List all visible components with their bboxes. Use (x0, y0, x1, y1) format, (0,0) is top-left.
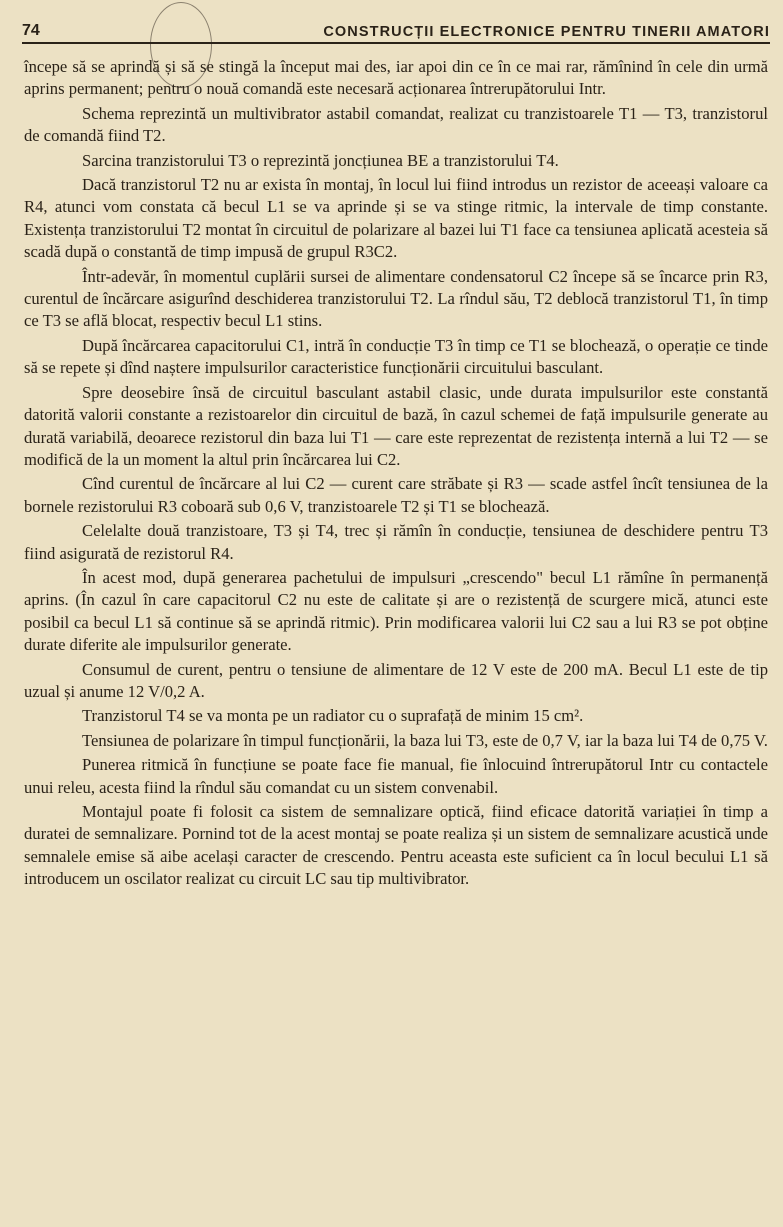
paragraph-11: Consumul de curent, pentru o tensiune de alimentare de 12 V este de 200 mA. Becul L1 este de tip uzual și anume 12 V/0,2 A. (24, 659, 768, 701)
paragraph-1: începe să se aprindă și să se stingă la început mai des, iar apoi din ce în ce mai rar, rămînind în cele din urmă aprins permanent; pentru o nouă comandă este necesară acționarea întrerupătorului Intr. (24, 57, 768, 99)
paragraph-15: Montajul poate fi folosit ca sistem de semnalizare optică, fiind eficace datorită variației în timp a duratei de semnalizare. Pornind tot de la acest montaj se poate realiza și un sistem de semnalizare acustică unde semnalele emise să aibe același caracter de crescendo. Pentru aceasta este suficient ca în locul becului L1 să introducem un oscilator realizat cu circuit LC sau tip multivibrator. (24, 802, 768, 889)
paragraph-10: În acest mod, după generarea pachetului de impulsuri „crescendo" becul L1 rămîne în permanență aprins. (În cazul în care capacitorul C2 nu este de calitate și are o rezistență de scurgere mică, atunci este posibil ca becul L1 să continue să se aprindă ritmic). Prin modificarea valorii lui C2 sau a lui R3 se pot obține durate diferite ale impulsurilor generate. (24, 567, 768, 655)
running-title: CONSTRUCȚII ELECTRONICE PENTRU TINERII AMATORI (323, 24, 770, 40)
paragraph-9: Celelalte două tranzistoare, T3 și T4, trec și rămîn în conducție, tensiunea de deschidere pentru T3 fiind asigurată de rezistorul R4. (24, 521, 768, 563)
paragraph-14: Punerea ritmică în funcțiune se poate face fie manual, fie înlocuind întrerupătorul Intr cu contactele unui releu, acesta fiind la rîndul său comandat cu un sistem convenabil. (24, 755, 768, 797)
paragraph-4: Dacă tranzistorul T2 nu ar exista în montaj, în locul lui fiind introdus un rezistor de aceeași valoare ca R4, atunci vom constata că becul L1 se va aprinde și se va stinge ritmic, la intervale de timp constante. Existența tranzistorului T2 montat în circuitul de polarizare al bazei lui T1 face ca tensiunea aplicată acesteia să scadă după o constantă de timp impusă de grupul R3C2. (24, 175, 768, 262)
paragraph-12: Tranzistorul T4 se va monta pe un radiator cu o suprafață de minim 15 cm². (82, 706, 584, 726)
paragraph-8: Cînd curentul de încărcare al lui C2 — curent care străbate și R3 — scade astfel încît tensiunea de la bornele rezistorului R3 coboară sub 0,6 V, tranzistoarele T2 și T1 se blochează. (24, 474, 768, 516)
paragraph-5: Într-adevăr, în momentul cuplării sursei de alimentare condensatorul C2 începe să se încarce prin R3, curentul de încărcare asigurînd deschiderea tranzistorului T2. La rîndul său, T2 deblocă tranzistorul T1, în timp ce T3 se află blocat, respectiv becul L1 stins. (24, 266, 768, 331)
page-number: 74 (22, 22, 40, 39)
paragraph-6: După încărcarea capacitorului C1, intră în conducție T3 în timp ce T1 se blochează, o operație ce tinde să se repete și dînd naștere impulsurilor caracteristice funcționării circuitului basculant. (24, 335, 768, 378)
paragraph-3: Sarcina tranzistorului T3 o reprezintă joncțiunea BE a tranzistorului T4. (82, 150, 559, 170)
paragraph-13: Tensiunea de polarizare în timpul funcționării, la baza lui T3, este de 0,7 V, iar la baza lui T4 de 0,75 V. (82, 730, 768, 750)
page-header (22, 16, 770, 44)
body-text (24, 56, 768, 893)
paragraph-2: Schema reprezintă un multivibrator astabil comandat, realizat cu tranzistoarele T1 — T3, tranzistorul de comandă fiind T2. (24, 103, 768, 146)
paragraph-7: Spre deosebire însă de circuitul basculant astabil clasic, unde durata impulsurilor este constantă datorită valorii constante a rezistoarelor din circuitul de bază, în cazul schemei de față impulsurile generate au durată variabilă, deoarece rezistorul din baza lui T1 — care este reprezentat de rezistența internă a lui T2 — se modifică de la un moment la altul prin încărcarea lui C2. (24, 382, 768, 469)
